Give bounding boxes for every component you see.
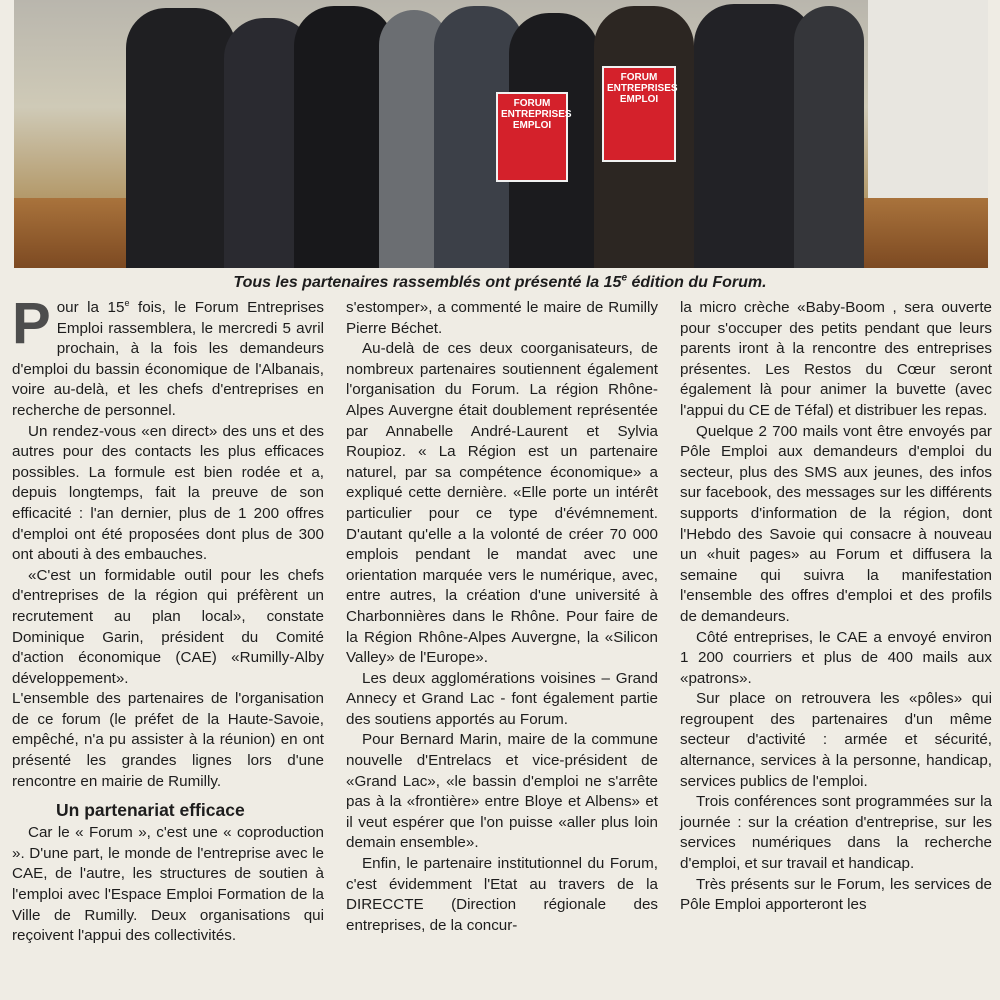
intro-text: our la 15 <box>56 299 125 316</box>
article-column-3 <box>680 298 992 916</box>
intro-paragraph <box>12 291 324 422</box>
photo-caption <box>0 270 1000 296</box>
paragraph: «C'est un formidable outil pour les chefs d'entreprises de la région qui préfèrent un recrutement au plan local», constate Dominique Garin, président du Comité d'action économique (CAE) «Rumilly-Alby développement». <box>12 566 324 687</box>
person <box>126 8 236 268</box>
forum-poster-left: FORUM ENTREPRISES EMPLOI <box>496 92 568 182</box>
caption-sup: e <box>621 272 628 284</box>
paragraph: Très présents sur le Forum, les services de Pôle Emploi apporteront les <box>680 875 992 914</box>
paragraph: s'estomper», a commenté le maire de Rumilly Pierre Béchet. <box>346 299 658 337</box>
paragraph: Côté entreprises, le CAE a envoyé environ 1 200 courriers et plus de 400 mails aux «patrons». <box>680 628 992 687</box>
forum-poster-right: FORUM ENTREPRISES EMPLOI <box>602 66 676 162</box>
drop-cap: P <box>12 291 51 356</box>
article-column-1 <box>12 291 324 947</box>
caption-text-end: édition du Forum. <box>627 274 767 291</box>
paragraph: Car le « Forum », c'est une « coproduction ». D'une part, le monde de l'entreprise avec le CAE, de l'autre, les structures de soutien à l'emploi avec l'Espace Emploi Formation de la Ville de Rumilly. Deux organisations qui reçoivent l'appui des collectivités. <box>12 824 324 945</box>
paragraph: Trois conférences sont programmées sur la journée : sur la création d'entreprise, sur les services numériques dans la recherche d'emploi, et sur travail et handicap. <box>680 793 992 873</box>
paragraph: Pour Bernard Marin, maire de la commune nouvelle d'Entrelacs et vice-président de «Grand Lac», «le bassin d'emploi ne s'arrête pas à la «frontière» entre Bloye et Albens» et il veut espérer que l'on puisse «aller plus loin demain ensemble». <box>346 731 658 852</box>
paragraph: la micro crèche «Baby-Boom , sera ouverte pour s'occuper des petits pendant que leurs parents iront à la rencontre des entreprises présentes. Les Restos du Cœur seront également là pour animer la buvette (avec l'appui du CE de Téfal) et distribuer les repas. <box>680 299 992 419</box>
intro-text-end: fois, le Forum Entreprises Emploi rassemblera, le mercredi 5 avril prochain, à la fois les demandeurs d'emploi du bassin économique de l'Albanais, voire au-delà, et les chefs d'entreprises en recherche de personnel. <box>12 299 324 419</box>
paragraph: Au-delà de ces deux coorganisateurs, de nombreux partenaires soutiennent également l'organisation du Forum. La région Rhône-Alpes Auvergne était doublement représentée par Annabelle André-Laurent et Sylvia Roupioz. « La Région est un partenaire naturel, par sa compétence économique» a expliqué cette dernière. «Elle porte un intérêt particulier pour ce type d'évémnement. D'autant qu'elle a la volonté de créer 70 000 emplois pendant le mandat avec une orientation marquée vers le numérique, avec, entre autres, la création d'une université à Charbonnières dans le Rhône. Pour faire de la Région Rhône-Alpes Auvergne, la «Silicon Valley» de l'Europe». <box>346 340 658 667</box>
paragraph: Un rendez-vous «en direct» des uns et des autres pour des contacts les plus efficaces possibles. La formule est bien rodée et a, depuis longtemps, fait la preuve de son efficacité : l'an dernier, plus de 1 200 offres d'emploi ont été proposées dont plus de 300 ont abouti à des embauches. <box>12 422 324 564</box>
paragraph: Sur place on retrouvera les «pôles» qui regroupent des partenaires d'un même secteur d'activité : armée et sécurité, alternance, services à la personne, handicap, services publics de l'emploi. <box>680 690 992 790</box>
person <box>794 6 864 268</box>
subheading: Un partenariat efficace <box>56 800 245 821</box>
intro-sup: e <box>124 297 130 308</box>
paragraph: L'ensemble des partenaires de l'organisation de ce forum (le préfet de la Haute-Savoie, empêché, n'a pu assister à la réunion) en ont présenté les grandes lignes lors d'une rencontre en mairie de Rumilly. <box>12 690 324 790</box>
article-column-2 <box>346 298 658 936</box>
paragraph: Les deux agglomérations voisines – Grand Annecy et Grand Lac - font également partie des soutiens apportés au Forum. <box>346 669 658 728</box>
paragraph: Quelque 2 700 mails vont être envoyés par Pôle Emploi aux demandeurs d'emploi du secteur, plus des SMS aux jeunes, des infos sur facebook, des messages sur les différents supports d'information de la région, dont l'Hebdo des Savoie qui consacre à nouveau un «huit pages» au Forum et diffusera la semaine qui suivra la manifestation l'ensemble des offres d'emploi et des profils de demandeurs. <box>680 422 992 625</box>
group-photo <box>14 0 988 268</box>
caption-text: Tous les partenaires rassemblés ont présenté la 15 <box>233 274 622 291</box>
paragraph: Enfin, le partenaire institutionnel du Forum, c'est évidemment l'Etat au travers de la DIRECCTE (Direction régionale des entreprises, de la concur- <box>346 855 658 934</box>
